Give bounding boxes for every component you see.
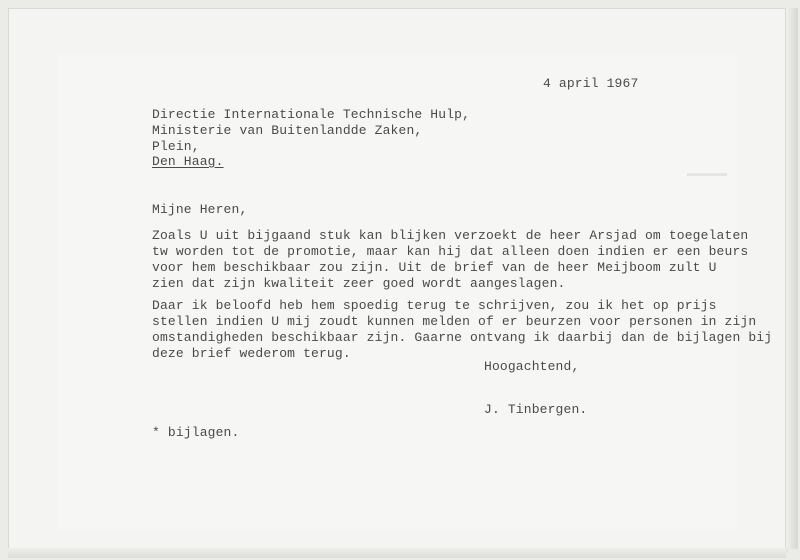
paragraph2-line-4: deze brief wederom terug.	[152, 346, 351, 361]
address-line-3: Plein,	[152, 139, 200, 154]
paragraph1-line-3: voor hem beschikbaar zou zijn. Uit de brief van de heer Meijboom zult U	[152, 260, 717, 275]
paragraph2-line-1: Daar ik beloofd heb hem spoedig terug te schrijven, zou ik het op prijs	[152, 298, 717, 313]
paragraph1-line-2: tw worden tot de promotie, maar kan hij dat alleen doen indien er een beurs	[152, 244, 749, 259]
paragraph1-line-4: zien dat zijn kwaliteit zeer goed wordt aangeslagen.	[152, 276, 566, 291]
address-line-1: Directie Internationale Technische Hulp,	[152, 107, 471, 122]
enclosure-note: * bijlagen.	[152, 425, 240, 440]
address-line-4: Den Haag.	[152, 154, 224, 169]
letter-date: 4 april 1967	[543, 76, 639, 91]
signature: J. Tinbergen.	[484, 402, 588, 417]
salutation: Mijne Heren,	[152, 202, 248, 217]
paragraph1-line-1: Zoals U uit bijgaand stuk kan blijken verzoekt de heer Arsjad om toegelaten	[152, 228, 749, 243]
paragraph2-line-3: omstandigheden beschikbaar zijn. Gaarne ontvang ik daarbij dan de bijlagen bij	[152, 330, 773, 345]
address-line-2: Ministerie van Buitenlandde Zaken,	[152, 123, 423, 138]
paragraph2-line-2: stellen indien U mij zoudt kunnen melden of er beurzen voor personen in zijn	[152, 314, 757, 329]
paper-edge-right	[786, 8, 798, 549]
closing: Hoogachtend,	[484, 359, 580, 374]
paper-edge-bottom	[8, 548, 786, 558]
